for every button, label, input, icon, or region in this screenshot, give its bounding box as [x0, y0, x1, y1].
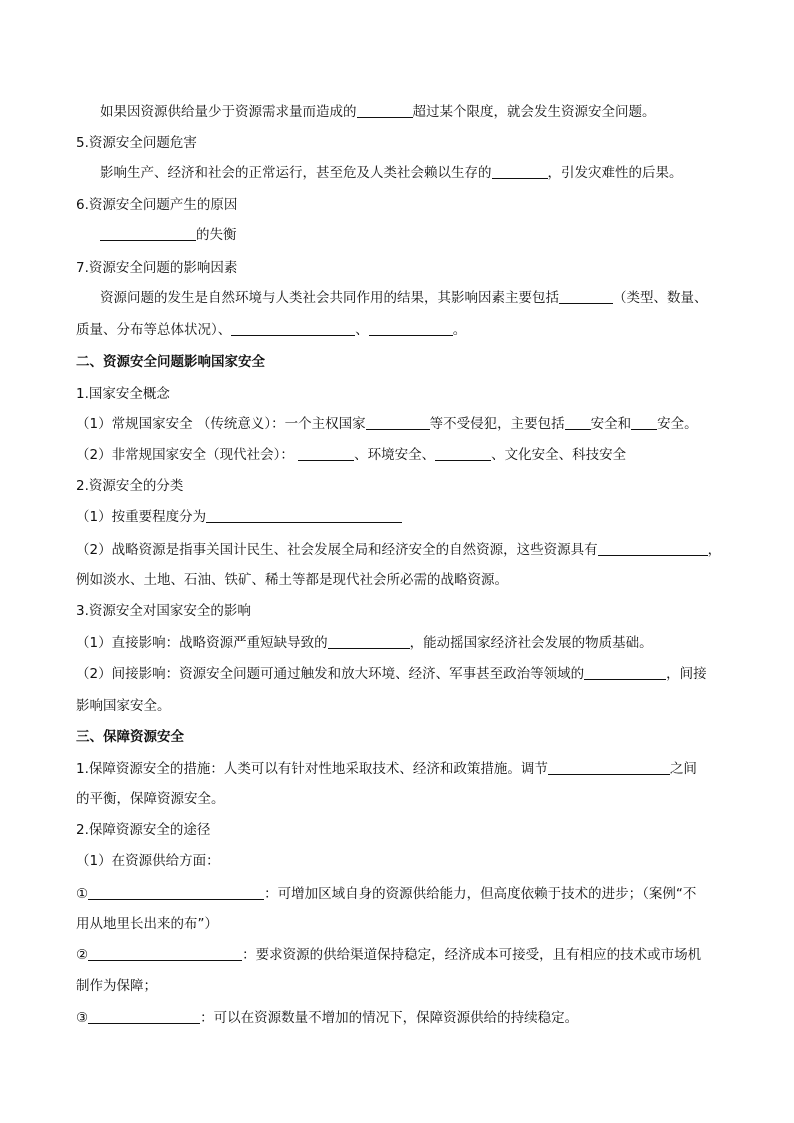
- text-line: [76, 540, 730, 560]
- text-segment: 1.保障资源安全的措施：人类可以有针对性地采取技术、经济和政策措施。调节: [76, 761, 548, 777]
- text-segment: 2.资源安全的分类: [76, 478, 184, 494]
- text-line: [76, 696, 730, 716]
- text-segment: 3.资源安全对国家安全的影响: [76, 603, 251, 619]
- text-segment: 6.资源安全问题产生的原因: [76, 197, 238, 213]
- text-segment: 安全。: [657, 416, 698, 432]
- text-line: [76, 914, 730, 934]
- fill-in-blank[interactable]: [357, 103, 413, 118]
- text-segment: 、环境安全、: [354, 447, 436, 463]
- text-segment: （1）按重要程度分为: [76, 509, 207, 525]
- text-segment: 资源问题的发生是自然环境与人类社会共同作用的结果，其影响因素主要包括: [100, 290, 559, 306]
- text-segment: 1.国家安全概念: [76, 386, 170, 402]
- text-segment: ，能动摇国家经济社会发展的物质基础。: [409, 635, 653, 651]
- text-segment: ，: [707, 542, 722, 558]
- text-segment: 、: [355, 322, 369, 338]
- text-segment: （2）非常规国家安全（现代社会）：: [76, 447, 299, 463]
- text-segment: 、文化安全、科技安全: [491, 447, 627, 463]
- fill-in-blank[interactable]: [366, 415, 430, 430]
- text-segment: ②: [76, 947, 89, 963]
- text-segment: （类型、数量、: [613, 290, 708, 306]
- text-segment: （1）常规国家安全 （传统意义）：一个主权国家: [76, 416, 366, 432]
- fill-in-blank[interactable]: [565, 415, 591, 430]
- text-line: [76, 133, 730, 153]
- fill-in-blank[interactable]: [631, 415, 657, 430]
- fill-in-blank[interactable]: [88, 885, 264, 900]
- fill-in-blank[interactable]: [598, 541, 708, 556]
- fill-in-blank[interactable]: [206, 508, 402, 523]
- fill-in-blank[interactable]: [369, 321, 453, 336]
- text-segment: 7.资源安全问题的影响因素: [76, 260, 238, 276]
- text-segment: ①: [76, 886, 89, 902]
- text-segment: ，引发灾难性的后果。: [547, 165, 683, 181]
- text-segment: ：要求资源的供给渠道保持稳定，经济成本可接受，且有相应的技术或市场机: [242, 947, 702, 963]
- text-line: [76, 258, 730, 278]
- text-line: [76, 163, 730, 183]
- text-line: [76, 884, 730, 904]
- section-heading: [76, 352, 730, 372]
- fill-in-blank[interactable]: [559, 289, 613, 304]
- text-segment: 影响国家安全。: [76, 698, 171, 714]
- text-segment: （1）直接影响：战略资源严重短缺导致的: [76, 635, 328, 651]
- text-line: [76, 384, 730, 404]
- text-segment: 之间: [669, 761, 697, 777]
- text-line: [76, 633, 730, 653]
- fill-in-blank[interactable]: [492, 164, 548, 179]
- text-segment: 用从地里长出来的布”）: [76, 916, 218, 932]
- text-segment: 5.资源安全问题危害: [76, 135, 197, 151]
- text-line: [76, 759, 730, 779]
- text-line: [76, 445, 730, 465]
- text-segment: ③: [76, 1010, 89, 1026]
- text-segment: ：可以在资源数量不增加的情况下，保障资源供给的持续稳定。: [200, 1010, 579, 1026]
- text-segment: 2.保障资源安全的途径: [76, 822, 211, 838]
- text-line: [76, 414, 730, 434]
- text-line: [76, 320, 730, 340]
- text-segment: 的失衡: [196, 227, 237, 243]
- fill-in-blank[interactable]: [88, 946, 242, 961]
- fill-in-blank[interactable]: [435, 446, 491, 461]
- text-line: [76, 288, 730, 308]
- text-line: [76, 195, 730, 215]
- text-line: [76, 1008, 730, 1028]
- text-segment: 影响生产、经济和社会的正常运行，甚至危及人类社会赖以生存的: [100, 165, 492, 181]
- text-line: [76, 225, 730, 245]
- text-segment: 制作为保障；: [76, 978, 157, 994]
- text-line: [76, 976, 730, 996]
- section-heading: [76, 727, 730, 747]
- text-line: [76, 601, 730, 621]
- text-segment: 安全和: [590, 416, 632, 432]
- text-segment: 等不受侵犯，主要包括: [429, 416, 565, 432]
- text-line: [76, 476, 730, 496]
- text-segment: 。: [452, 322, 467, 338]
- text-segment: 例如淡水、土地、石油、铁矿、稀土等都是现代社会所必需的战略资源。: [76, 572, 508, 588]
- text-segment: 的平衡，保障资源安全。: [76, 791, 225, 807]
- text-line: [76, 507, 730, 527]
- text-segment: 二、资源安全问题影响国家安全: [76, 354, 265, 370]
- text-line: [76, 945, 730, 965]
- fill-in-blank[interactable]: [548, 760, 670, 775]
- text-line: [76, 664, 730, 684]
- text-line: [76, 102, 730, 122]
- text-segment: 质量、分布等总体状况）、: [76, 322, 232, 338]
- text-line: [76, 570, 730, 590]
- fill-in-blank[interactable]: [88, 1009, 200, 1024]
- text-segment: 如果因资源供给量少于资源需求量而造成的: [100, 104, 357, 120]
- text-line: [76, 789, 730, 809]
- text-segment: （2）战略资源是指事关国计民生、社会发展全局和经济安全的自然资源，这些资源具有: [76, 542, 598, 558]
- fill-in-blank[interactable]: [100, 226, 196, 241]
- text-segment: （2）间接影响：资源安全问题可通过触发和放大环境、经济、军事甚至政治等领域的: [76, 666, 585, 682]
- fill-in-blank[interactable]: [231, 321, 355, 336]
- text-segment: 三、保障资源安全: [76, 729, 184, 745]
- text-segment: （1）在资源供给方面：: [76, 853, 220, 869]
- text-segment: 超过某个限度，就会发生资源安全问题。: [412, 104, 656, 120]
- text-line: [76, 851, 730, 871]
- fill-in-blank[interactable]: [328, 634, 410, 649]
- fill-in-blank[interactable]: [298, 446, 354, 461]
- text-line: [76, 820, 730, 840]
- text-segment: ：可增加区域自身的资源供给能力，但高度依赖于技术的进步；（案例“不: [264, 886, 697, 902]
- text-segment: ，间接: [666, 666, 707, 682]
- fill-in-blank[interactable]: [584, 665, 666, 680]
